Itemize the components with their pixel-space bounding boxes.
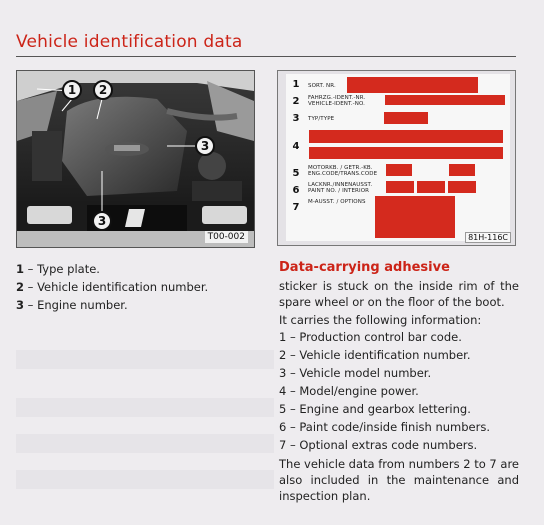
callout-2: 2: [93, 80, 113, 100]
photo-ref: T00-002: [205, 231, 248, 243]
outro-paragraph: The vehicle data from numbers 2 to 7 are also included in the maintenance and inspection plan.: [279, 457, 519, 503]
ghost-row: [16, 470, 274, 489]
legend-item: 2 – Vehicle identification number.: [16, 280, 209, 294]
engine-bay-illustration: [17, 71, 254, 247]
sticker-label: MOTORKB. / GETR.-KB. ENG.CODE/TRANS.CODE: [308, 165, 378, 177]
sticker-ref: 81H-116C: [465, 232, 511, 243]
list-item: 1 – Production control bar code.: [279, 330, 462, 344]
carries-text: It carries the following information:: [279, 313, 482, 327]
sticker-num: 2: [292, 96, 300, 107]
list-item: 5 – Engine and gearbox lettering.: [279, 402, 471, 416]
data-sticker-illustration: [277, 70, 516, 246]
sticker-num: 1: [292, 79, 300, 90]
callout-1: 1: [62, 80, 82, 100]
section-heading: Data-carrying adhesive: [279, 260, 450, 275]
sticker-num: 5: [292, 168, 300, 179]
page-title: Vehicle identification data: [16, 32, 243, 52]
sticker-num: 3: [292, 113, 300, 124]
sticker-num: 6: [292, 185, 300, 196]
ghost-row: [16, 398, 274, 417]
intro-paragraph: sticker is stuck on the inside rim of the spare wheel or on the floor of the boot.: [279, 279, 519, 309]
sticker-label: FAHRZG.-IDENT.-NR. VEHICLE-IDENT.-NO.: [308, 95, 366, 107]
sticker-label: TYP/TYPE: [308, 116, 335, 122]
list-item: 3 – Vehicle model number.: [279, 366, 432, 380]
callout-3: 3: [195, 136, 215, 156]
sticker-label: SORT. NR.: [308, 83, 336, 89]
sticker-label: M-AUSST. / OPTIONS: [308, 199, 366, 205]
ghost-row: [16, 350, 274, 369]
legend-item: 3 – Engine number.: [16, 298, 128, 312]
sticker-num: 4: [292, 141, 300, 152]
sticker-label: LACKNR./INNENAUSST. PAINT NO. / INTERIOR: [308, 182, 373, 194]
ghost-row: [16, 434, 274, 453]
component-legend: [16, 260, 208, 314]
list-item: 6 – Paint code/inside finish numbers.: [279, 420, 490, 434]
list-item: 2 – Vehicle identification number.: [279, 348, 471, 362]
list-item: 4 – Model/engine power.: [279, 384, 419, 398]
list-item: 7 – Optional extras code numbers.: [279, 438, 478, 452]
callout-3-lower: 3: [92, 211, 112, 231]
legend-item: 1 – Type plate.: [16, 262, 100, 276]
info-list: [279, 328, 490, 454]
sticker-num: 7: [292, 202, 300, 213]
engine-photo: [16, 70, 255, 248]
title-rule: [16, 56, 516, 57]
